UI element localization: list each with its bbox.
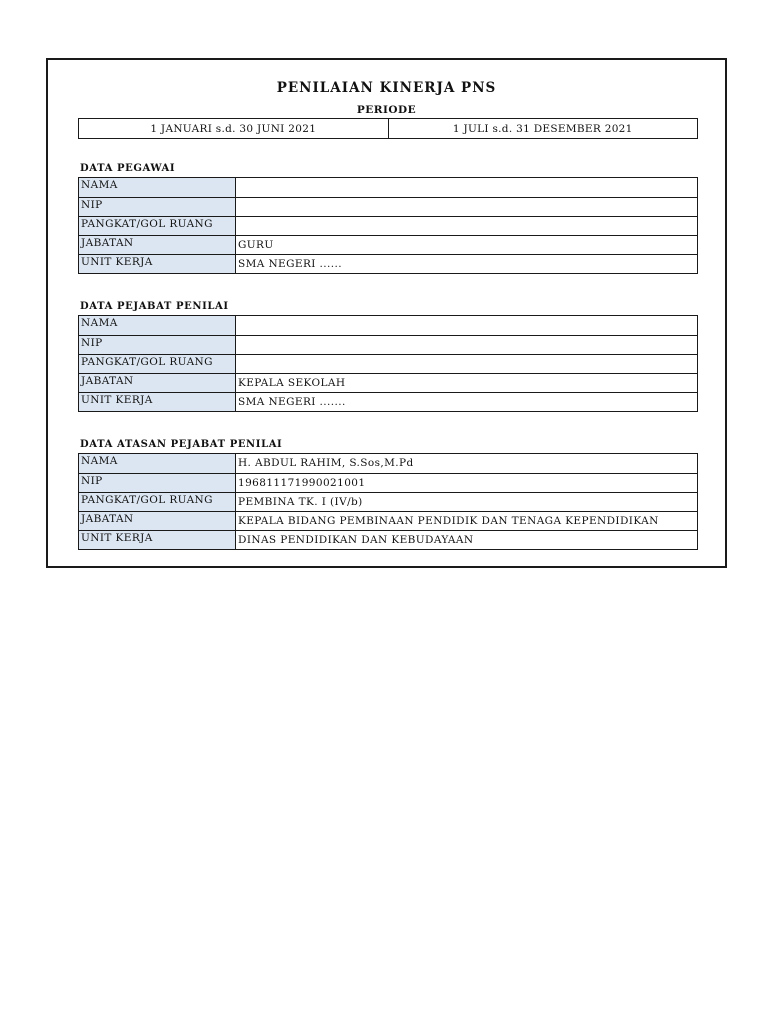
- table-data-pejabat-penilai: [78, 315, 698, 412]
- section-title-data-atasan-pejabat-penilai: DATA ATASAN PEJABAT PENILAI: [80, 439, 283, 450]
- row-label: PANGKAT/GOL RUANG: [79, 217, 236, 235]
- row-label: JABATAN: [79, 374, 236, 392]
- table-row: [79, 197, 697, 216]
- table-row: [79, 511, 697, 530]
- row-label: UNIT KERJA: [79, 531, 236, 549]
- row-label: NIP: [79, 474, 236, 492]
- row-value[interactable]: [236, 355, 697, 373]
- row-value[interactable]: GURU: [238, 239, 274, 251]
- table-row: [79, 373, 697, 392]
- table-row: [79, 335, 697, 354]
- table-row: [79, 392, 697, 411]
- row-value[interactable]: [236, 178, 697, 197]
- row-label: JABATAN: [79, 512, 236, 530]
- row-label: NIP: [79, 198, 236, 216]
- row-value[interactable]: SMA NEGERI ......: [238, 258, 342, 270]
- table-data-pegawai: [78, 177, 698, 274]
- table-row: [79, 473, 697, 492]
- row-label: PANGKAT/GOL RUANG: [79, 355, 236, 373]
- periode-table: [78, 118, 698, 139]
- row-label: JABATAN: [79, 236, 236, 254]
- row-value[interactable]: KEPALA BIDANG PEMBINAAN PENDIDIK DAN TENAGA KEPENDIDIKAN: [238, 515, 659, 527]
- periode-second-half: 1 JULI s.d. 31 DESEMBER 2021: [388, 119, 698, 138]
- row-label: NAMA: [79, 178, 236, 197]
- row-value[interactable]: [236, 316, 697, 335]
- table-row: [79, 530, 697, 549]
- row-label: UNIT KERJA: [79, 255, 236, 273]
- row-value[interactable]: SMA NEGERI .......: [238, 396, 346, 408]
- row-value[interactable]: DINAS PENDIDIKAN DAN KEBUDAYAAN: [238, 534, 474, 546]
- periode-label: PERIODE: [356, 104, 417, 116]
- table-data-atasan-pejabat-penilai: [78, 453, 698, 550]
- table-row: [79, 354, 697, 373]
- row-label: UNIT KERJA: [79, 393, 236, 411]
- table-row: [79, 454, 697, 473]
- table-row: [79, 492, 697, 511]
- table-row: [79, 178, 697, 197]
- row-value[interactable]: [236, 198, 697, 216]
- form-frame: [46, 58, 727, 568]
- row-value[interactable]: PEMBINA TK. I (IV/b): [238, 496, 363, 508]
- table-row: [79, 216, 697, 235]
- periode-first-half: 1 JANUARI s.d. 30 JUNI 2021: [150, 122, 317, 135]
- page-title: PENILAIAN KINERJA PNS: [276, 80, 497, 96]
- row-value[interactable]: [236, 336, 697, 354]
- table-row: [79, 316, 697, 335]
- table-row: [79, 235, 697, 254]
- row-value[interactable]: H. ABDUL RAHIM, S.Sos,M.Pd: [238, 457, 414, 469]
- section-title-data-pegawai: DATA PEGAWAI: [80, 163, 176, 174]
- row-label: NIP: [79, 336, 236, 354]
- table-row: [79, 254, 697, 273]
- section-title-data-pejabat-penilai: DATA PEJABAT PENILAI: [80, 301, 229, 312]
- row-value[interactable]: 196811171990021001: [238, 477, 366, 489]
- row-value[interactable]: [236, 217, 697, 235]
- row-value[interactable]: KEPALA SEKOLAH: [238, 377, 346, 389]
- row-label: NAMA: [79, 454, 236, 473]
- row-label: PANGKAT/GOL RUANG: [79, 493, 236, 511]
- row-label: NAMA: [79, 316, 236, 335]
